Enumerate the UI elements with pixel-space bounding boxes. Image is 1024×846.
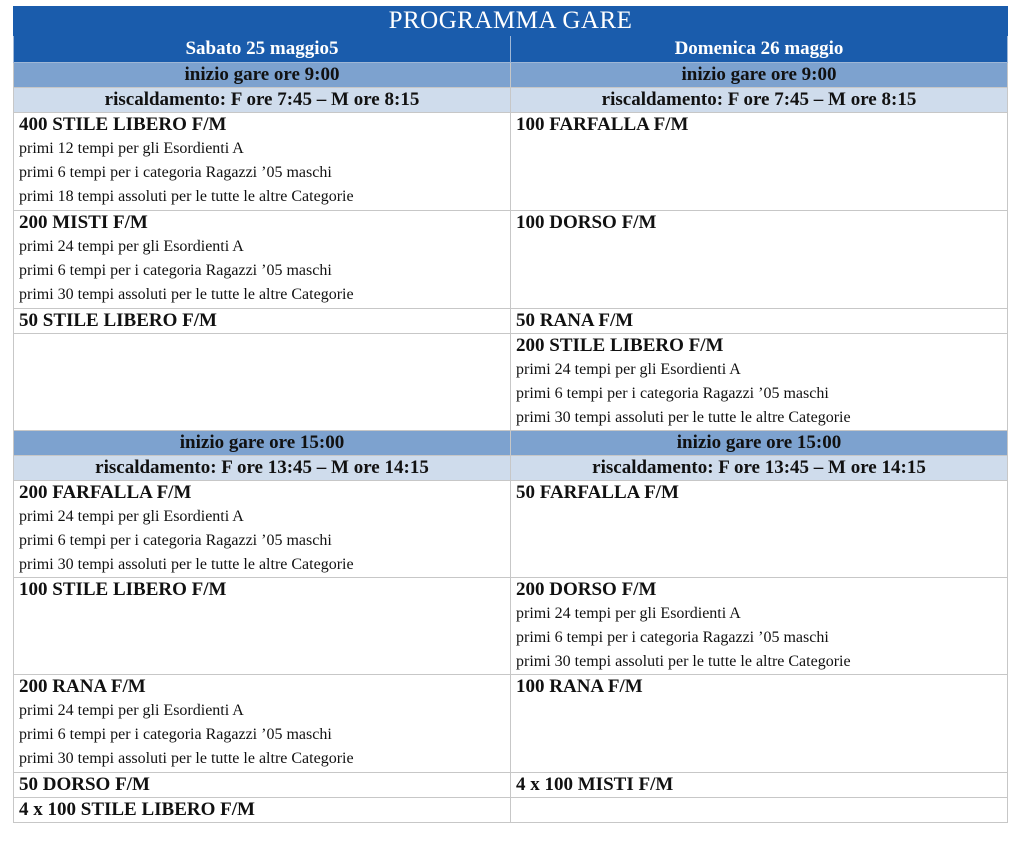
- qualification-note: primi 30 tempi assoluti per le tutte le altre Categorie: [19, 556, 354, 573]
- race-title: 200 DORSO F/M: [516, 579, 657, 600]
- day-header-row: [14, 36, 1008, 63]
- qualification-note: primi 6 tempi per i categoria Ragazzi ’05 maschi: [19, 532, 332, 549]
- race-cell: [14, 481, 511, 578]
- qualification-note: primi 18 tempi assoluti per le tutte le altre Categorie: [19, 188, 354, 205]
- race-cell: [511, 309, 1008, 334]
- qualification-note: primi 24 tempi per gli Esordienti A: [19, 508, 244, 525]
- saturday-morning-warmup: riscaldamento: F ore 7:45 – M ore 8:15: [14, 88, 511, 113]
- qualification-note: primi 24 tempi per gli Esordienti A: [19, 702, 244, 719]
- table-row: [14, 773, 1008, 798]
- title-row: [14, 7, 1008, 36]
- qualification-note: primi 6 tempi per i categoria Ragazzi ’05 maschi: [19, 726, 332, 743]
- race-cell: [14, 773, 511, 798]
- qualification-note: primi 6 tempi per i categoria Ragazzi ’05 maschi: [19, 262, 332, 279]
- race-cell: [511, 481, 1008, 578]
- sunday-morning-warmup: riscaldamento: F ore 7:45 – M ore 8:15: [511, 88, 1008, 113]
- table-row: [14, 578, 1008, 675]
- sunday-morning-start: inizio gare ore 9:00: [511, 63, 1008, 88]
- table-row: [14, 211, 1008, 309]
- race-cell: [14, 309, 511, 334]
- qualification-note: primi 12 tempi per gli Esordienti A: [19, 140, 244, 157]
- race-title: 50 DORSO F/M: [19, 774, 150, 795]
- sunday-afternoon-start: inizio gare ore 15:00: [511, 431, 1008, 456]
- race-cell: [14, 675, 511, 773]
- saturday-morning-start: inizio gare ore 9:00: [14, 63, 511, 88]
- table-row: [14, 675, 1008, 773]
- race-cell: [511, 675, 1008, 773]
- qualification-note: primi 30 tempi assoluti per le tutte le altre Categorie: [516, 653, 851, 670]
- race-cell: [14, 578, 511, 675]
- saturday-afternoon-start: inizio gare ore 15:00: [14, 431, 511, 456]
- qualification-note: primi 6 tempi per i categoria Ragazzi ’05 maschi: [19, 164, 332, 181]
- race-cell: [511, 334, 1008, 431]
- table-row: [14, 334, 1008, 431]
- race-title: 200 MISTI F/M: [19, 212, 148, 233]
- race-title: 400 STILE LIBERO F/M: [19, 114, 227, 135]
- sunday-afternoon-warmup: riscaldamento: F ore 13:45 – M ore 14:15: [511, 456, 1008, 481]
- race-cell-empty: [14, 334, 511, 431]
- morning-warmup-row: [14, 88, 1008, 113]
- program-title: PROGRAMMA GARE: [14, 7, 1008, 36]
- race-title: 50 FARFALLA F/M: [516, 482, 679, 503]
- qualification-note: primi 6 tempi per i categoria Ragazzi ’05 maschi: [516, 629, 829, 646]
- race-title: 200 STILE LIBERO F/M: [516, 335, 724, 356]
- race-title: 100 DORSO F/M: [516, 212, 657, 233]
- race-title: 200 RANA F/M: [19, 676, 146, 697]
- race-title: 200 FARFALLA F/M: [19, 482, 192, 503]
- race-title: 100 FARFALLA F/M: [516, 114, 689, 135]
- qualification-note: primi 30 tempi assoluti per le tutte le altre Categorie: [19, 750, 354, 767]
- race-cell: [511, 578, 1008, 675]
- table-row: [14, 113, 1008, 211]
- table-row: [14, 798, 1008, 823]
- morning-start-row: [14, 63, 1008, 88]
- table-row: [14, 481, 1008, 578]
- race-title: 4 x 100 MISTI F/M: [516, 774, 674, 795]
- race-title: 100 STILE LIBERO F/M: [19, 579, 227, 600]
- qualification-note: primi 24 tempi per gli Esordienti A: [516, 605, 741, 622]
- afternoon-warmup-row: [14, 456, 1008, 481]
- race-cell: [14, 211, 511, 309]
- saturday-afternoon-warmup: riscaldamento: F ore 13:45 – M ore 14:15: [14, 456, 511, 481]
- race-title: 4 x 100 STILE LIBERO F/M: [19, 799, 255, 820]
- qualification-note: primi 24 tempi per gli Esordienti A: [19, 238, 244, 255]
- qualification-note: primi 6 tempi per i categoria Ragazzi ’05 maschi: [516, 385, 829, 402]
- race-cell: [511, 773, 1008, 798]
- race-cell: [511, 211, 1008, 309]
- qualification-note: primi 30 tempi assoluti per le tutte le altre Categorie: [19, 286, 354, 303]
- afternoon-start-row: [14, 431, 1008, 456]
- race-title: 100 RANA F/M: [516, 676, 643, 697]
- race-cell: [14, 798, 511, 823]
- race-title: 50 RANA F/M: [516, 310, 634, 331]
- qualification-note: primi 24 tempi per gli Esordienti A: [516, 361, 741, 378]
- table-row: [14, 309, 1008, 334]
- day-saturday: Sabato 25 maggio5: [14, 36, 511, 63]
- program-table: [13, 6, 1008, 823]
- race-cell: [511, 113, 1008, 211]
- race-title: 50 STILE LIBERO F/M: [19, 310, 217, 331]
- race-cell: [14, 113, 511, 211]
- competition-program-sheet: [13, 6, 1007, 823]
- race-cell-empty: [511, 798, 1008, 823]
- qualification-note: primi 30 tempi assoluti per le tutte le altre Categorie: [516, 409, 851, 426]
- day-sunday: Domenica 26 maggio: [511, 36, 1008, 63]
